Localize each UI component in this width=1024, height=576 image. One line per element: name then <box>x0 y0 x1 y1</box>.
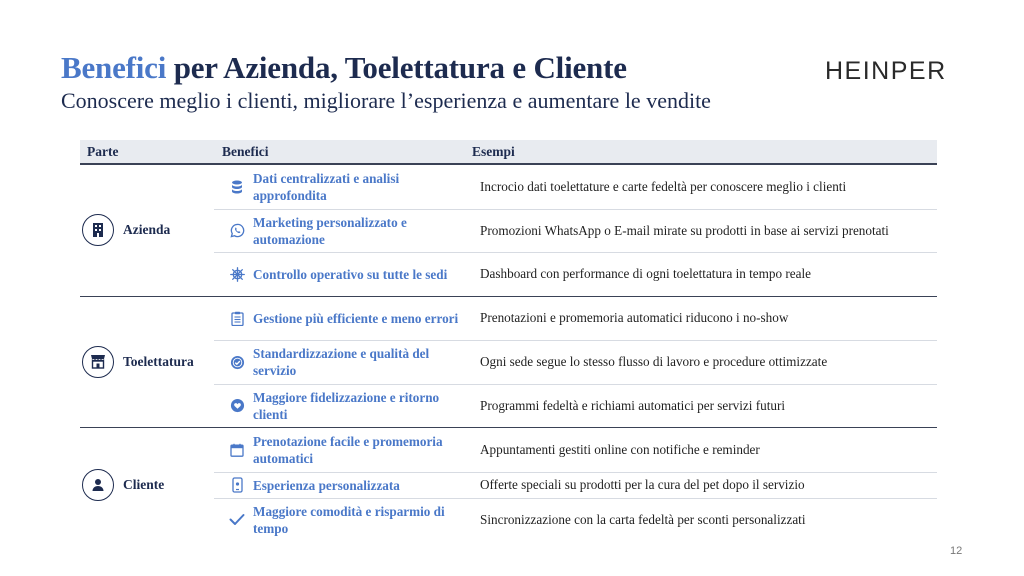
page-number: 12 <box>950 545 963 557</box>
ship-wheel-icon <box>227 267 247 282</box>
title-accent: Benefici <box>61 50 167 85</box>
esempio-text: Ogni sede segue lo stesso flusso di lavoro e procedure ottimizzate <box>480 354 828 370</box>
clipboard-icon <box>227 311 247 326</box>
beneficio-text: Prenotazione facile e promemoria automatici <box>253 433 443 466</box>
beneficio-text: Esperienza personalizzata <box>253 477 400 493</box>
group-toelettatura <box>80 296 937 428</box>
table-row <box>214 340 937 384</box>
esempio-text: Sincronizzazione con la carta fedeltà per sconti personalizzati <box>480 511 806 527</box>
part-label: Azienda <box>123 222 171 238</box>
table-row <box>214 165 937 209</box>
database-icon <box>227 180 247 194</box>
beneficio-text: Standardizzazione e qualità del servizio <box>253 346 430 379</box>
part-label: Toelettatura <box>123 353 194 369</box>
esempio-text: Programmi fedeltà e richiami automatici per servizi futuri <box>480 397 786 413</box>
esempio-text: Prenotazioni e promemoria automatici riducono i no-show <box>480 310 789 326</box>
store-icon <box>82 346 114 378</box>
beneficio-text: Maggiore fidelizzazione e ritorno clienti <box>253 389 440 422</box>
header-esempi: Esempi <box>472 144 515 159</box>
beneficio-text: Maggiore comodità e risparmio di tempo <box>253 503 445 536</box>
building-icon <box>82 214 114 246</box>
title-rest: per Azienda, Toelettatura e Cliente <box>166 50 627 85</box>
esempio-text: Incrocio dati toelettature e carte fedeltà per conoscere meglio i clienti <box>480 178 847 194</box>
table-row <box>214 472 937 498</box>
beneficio-text: Dati centralizzati e analisi approfondita <box>253 170 400 203</box>
table-row <box>214 498 937 542</box>
esempio-text: Dashboard con performance di ogni toelettatura in tempo reale <box>480 266 812 282</box>
check-badge-icon <box>227 355 247 370</box>
table-row <box>214 252 937 296</box>
part-cell <box>80 428 214 541</box>
phone-icon <box>227 477 247 493</box>
part-cell <box>80 165 214 296</box>
brand-logo: HEINPER <box>825 57 947 85</box>
beneficio-text: Gestione più efficiente e meno errori <box>253 310 459 326</box>
header-parte: Parte <box>87 144 119 159</box>
beneficio-text: Marketing personalizzato e automazione <box>253 214 407 247</box>
esempio-text: Offerte speciali su prodotti per la cura del pet dopo il servizio <box>480 477 805 492</box>
table-row <box>214 209 937 253</box>
esempio-text: Appuntamenti gestiti online con notifiche e reminder <box>480 441 760 457</box>
benefits-table <box>80 140 937 541</box>
part-cell <box>80 297 214 428</box>
user-icon <box>82 469 114 501</box>
table-header <box>80 140 937 165</box>
calendar-icon <box>227 443 247 457</box>
table-row <box>214 384 937 428</box>
whatsapp-icon <box>227 223 247 238</box>
table-row <box>214 297 937 341</box>
header-benefici: Benefici <box>222 144 269 159</box>
table-row <box>214 428 937 472</box>
checkmark-icon <box>227 513 247 526</box>
esempio-text: Promozioni WhatsApp o E-mail mirate su prodotti in base ai servizi prenotati <box>480 222 889 238</box>
heart-icon <box>227 398 247 413</box>
beneficio-text: Controllo operativo su tutte le sedi <box>253 266 448 282</box>
part-label: Cliente <box>123 476 165 492</box>
slide-subtitle: Conoscere meglio i clienti, migliorare l’esperienza e aumentare le vendite <box>61 88 711 113</box>
slide-title <box>61 50 627 86</box>
group-cliente <box>80 427 937 541</box>
group-azienda <box>80 165 937 296</box>
